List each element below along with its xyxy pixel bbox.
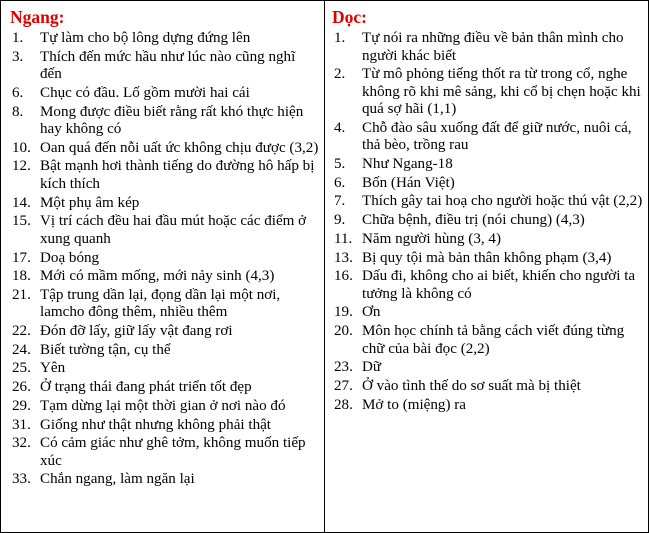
clue-number: 31. bbox=[12, 416, 31, 433]
clue-text: Bật mạnh hơi thành tiếng do đường hô hấp bị kích thích bbox=[40, 158, 315, 192]
clue-text: Thích gây tai hoạ cho người hoặc thú vật (2,2) bbox=[362, 193, 643, 210]
across-clue bbox=[8, 85, 320, 103]
clue-text: Từ mô phỏng tiếng thốt ra từ trong cổ, nghe không rõ khi mê sảng, khi cổ bị chẹn hoặc khi quá sợ hãi (1,1) bbox=[362, 66, 641, 118]
down-clue bbox=[330, 250, 644, 268]
across-clue bbox=[8, 398, 320, 416]
across-clue bbox=[8, 323, 320, 341]
clue-text: Tự làm cho bộ lông dựng đứng lên bbox=[40, 30, 251, 46]
clue-text: Bốn (Hán Việt) bbox=[362, 174, 455, 191]
clue-number: 4. bbox=[334, 119, 346, 136]
across-clue bbox=[8, 342, 320, 360]
down-clue bbox=[330, 304, 644, 322]
across-clue bbox=[8, 158, 320, 193]
down-clue bbox=[330, 397, 644, 415]
clue-text: Ở vào tình thế do sơ suất mà bị thiệt bbox=[362, 377, 581, 394]
clue-text: Biết tường tận, cụ thể bbox=[40, 341, 171, 358]
clue-number: 27. bbox=[334, 377, 353, 394]
clue-number: 5. bbox=[334, 156, 346, 173]
down-clue bbox=[330, 268, 644, 303]
clue-text: Như Ngang-18 bbox=[362, 156, 453, 173]
down-clue bbox=[330, 378, 644, 396]
clue-number: 25. bbox=[12, 360, 31, 377]
across-clue bbox=[8, 471, 320, 489]
down-column bbox=[330, 7, 644, 415]
clue-number: 9. bbox=[334, 212, 346, 229]
clue-text: Dữ bbox=[362, 359, 382, 376]
clue-text: Thích đến mức hầu như lúc nào cũng nghĩ đến bbox=[40, 48, 296, 83]
clue-text: Yên bbox=[40, 360, 66, 377]
clue-text: Dấu đi, không cho ai biết, khiến cho người ta tưởng là không có bbox=[362, 268, 636, 302]
clue-number: 22. bbox=[12, 323, 31, 340]
clue-number: 14. bbox=[12, 194, 31, 211]
clue-text: Ở trạng thái đang phát triển tốt đẹp bbox=[40, 379, 252, 396]
clue-text: Doạ bóng bbox=[40, 249, 100, 266]
clue-number: 29. bbox=[12, 397, 31, 414]
across-clue bbox=[8, 213, 320, 248]
clue-text: Chắn ngang, làm ngăn lại bbox=[40, 471, 195, 488]
clue-text: Chỗ đào sâu xuống đất để giữ nước, nuôi cá, thả bèo, trồng rau bbox=[362, 119, 632, 154]
clue-text: Tự nói ra những điều về bản thân mình cho người khác biết bbox=[362, 30, 624, 64]
across-clue bbox=[8, 360, 320, 378]
clue-number: 1. bbox=[334, 30, 346, 46]
down-clue bbox=[330, 212, 644, 230]
clue-number: 24. bbox=[12, 341, 31, 358]
clue-text: Chữa bệnh, điều trị (nói chung) (4,3) bbox=[362, 212, 585, 229]
clue-number: 10. bbox=[12, 139, 31, 156]
clue-number: 19. bbox=[334, 304, 353, 321]
clue-text: Chục có đầu. Lố gồm mười hai cái bbox=[40, 84, 250, 101]
down-clue bbox=[330, 359, 644, 377]
clue-text: Tạm dừng lại một thời gian ở nơi nào đó bbox=[40, 397, 286, 414]
clue-text: Tập trung dần lại, đọng dần lại một nơi, lamcho đông thêm, nhiều thêm bbox=[40, 286, 281, 321]
across-clue bbox=[8, 417, 320, 435]
clue-text: Môn học chính tả bằng cách viết đúng từng chữ của bài đọc (2,2) bbox=[362, 323, 625, 357]
across-clue bbox=[8, 104, 320, 139]
clue-text: Có cảm giác như ghê tởm, không muốn tiếp xúc bbox=[40, 435, 306, 469]
clue-number: 28. bbox=[334, 396, 353, 413]
clue-number: 7. bbox=[334, 193, 346, 210]
clue-number: 17. bbox=[12, 249, 31, 266]
clue-number: 6. bbox=[12, 84, 24, 101]
clue-text: Giống như thật nhưng không phải thật bbox=[40, 416, 272, 433]
down-clue bbox=[330, 30, 644, 65]
clue-number: 1. bbox=[12, 30, 24, 46]
clue-text: Mở to (miệng) ra bbox=[362, 396, 466, 413]
across-clue-list bbox=[8, 30, 320, 489]
clue-number: 18. bbox=[12, 268, 31, 285]
down-clue bbox=[330, 156, 644, 174]
clue-number: 16. bbox=[334, 268, 353, 285]
clue-number: 11. bbox=[334, 230, 353, 247]
clue-text: Vị trí cách đều hai đầu mút hoặc các điểm ở xung quanh bbox=[40, 213, 307, 247]
down-clue bbox=[330, 120, 644, 155]
across-clue bbox=[8, 49, 320, 84]
clue-text: Đón đỡ lấy, giữ lấy vật đang rơi bbox=[40, 323, 233, 340]
clue-number: 3. bbox=[12, 48, 24, 65]
clue-text: Mong được điều biết rằng rất khó thực hiện hay không có bbox=[40, 103, 304, 138]
across-clue bbox=[8, 30, 320, 48]
down-clue-list bbox=[330, 30, 644, 414]
clue-number: 2. bbox=[334, 66, 346, 83]
down-clue bbox=[330, 175, 644, 193]
clue-number: 23. bbox=[334, 359, 353, 376]
clue-number: 6. bbox=[334, 174, 346, 191]
column-divider bbox=[324, 1, 325, 532]
across-clue bbox=[8, 140, 320, 158]
clue-number: 20. bbox=[334, 323, 353, 340]
across-clue bbox=[8, 250, 320, 268]
down-clue bbox=[330, 193, 644, 211]
clue-number: 33. bbox=[12, 471, 31, 488]
clue-number: 12. bbox=[12, 158, 31, 175]
clue-text: Ơn bbox=[362, 304, 381, 321]
clue-text: Bị quy tội mà bản thân không phạm (3,4) bbox=[362, 249, 612, 266]
across-heading: Ngang: bbox=[10, 7, 65, 27]
clue-number: 26. bbox=[12, 379, 31, 396]
clue-number: 13. bbox=[334, 249, 353, 266]
clue-number: 21. bbox=[12, 286, 31, 303]
down-clue bbox=[330, 323, 644, 358]
across-clue bbox=[8, 195, 320, 213]
across-clue bbox=[8, 287, 320, 322]
down-clue bbox=[330, 231, 644, 249]
clue-text: Một phụ âm kép bbox=[40, 194, 140, 211]
clue-text: Mới có mầm mống, mới nảy sinh (4,3) bbox=[40, 268, 275, 285]
across-clue bbox=[8, 379, 320, 397]
down-clue bbox=[330, 66, 644, 119]
across-column bbox=[8, 7, 320, 490]
clue-text: Năm người hùng (3, 4) bbox=[362, 230, 501, 247]
across-clue bbox=[8, 435, 320, 470]
clue-number: 32. bbox=[12, 435, 31, 452]
across-clue bbox=[8, 268, 320, 286]
clue-number: 8. bbox=[12, 103, 24, 120]
clue-text: Oan quá đến nỗi uất ức không chịu được (3,2) bbox=[40, 139, 319, 156]
clue-number: 15. bbox=[12, 213, 31, 230]
down-heading: Dọc: bbox=[332, 7, 367, 27]
